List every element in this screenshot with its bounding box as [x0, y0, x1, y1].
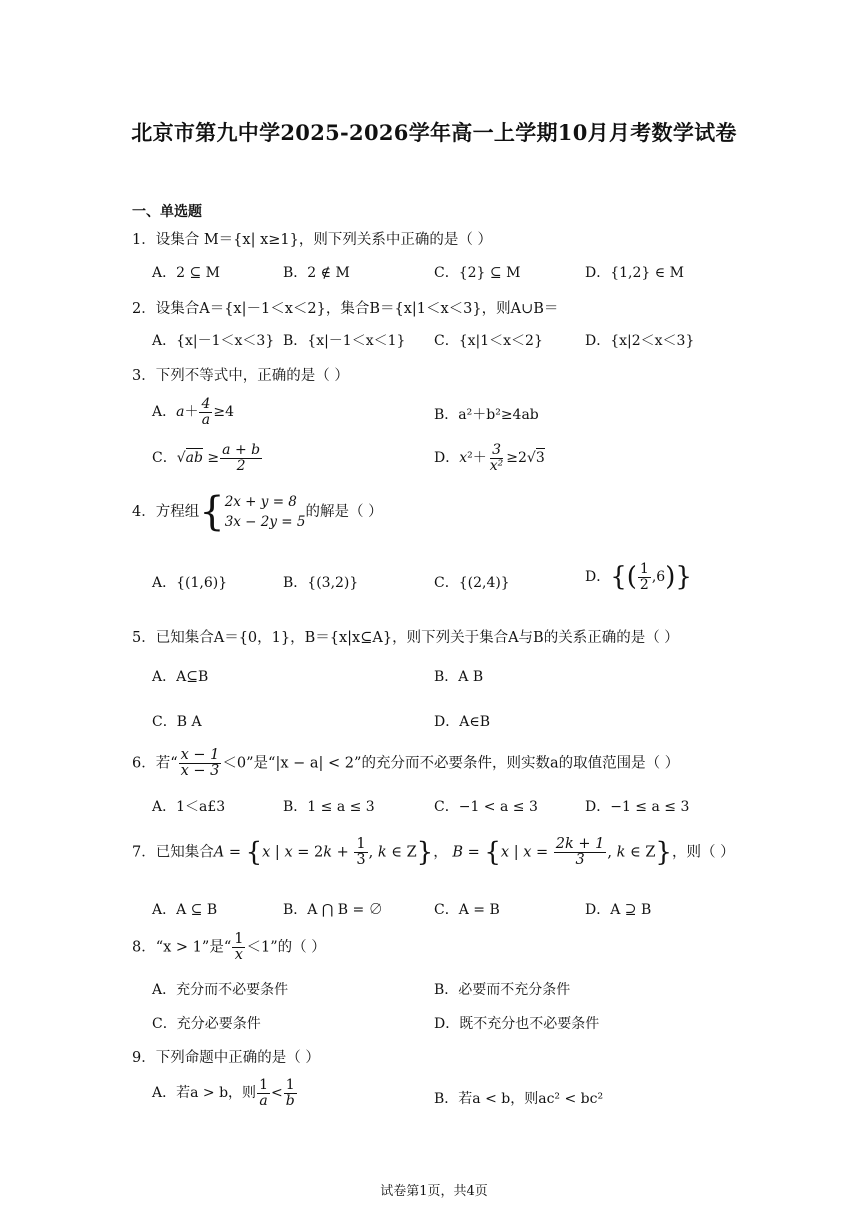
question-1-option-d: D．{1,2} ∈ M — [585, 265, 684, 281]
question-6-option-c: C．−1 < a ≤ 3 — [434, 799, 538, 815]
question-2-option-d: D．{x|2＜x＜3} — [585, 333, 695, 349]
question-8-option-a: A．充分而不必要条件 — [152, 982, 289, 998]
question-2-option-c: C．{x|1＜x＜2} — [434, 333, 543, 349]
question-5-option-d: D．A∈B — [434, 714, 490, 730]
question-8-option-d: D．既不充分也不必要条件 — [434, 1016, 600, 1032]
question-5-option-b: B．A B — [434, 669, 484, 685]
question-8-option-c: C．充分必要条件 — [152, 1016, 261, 1032]
question-5-stem: 5．已知集合A＝{0，1}，B＝{x|x⊆A}，则下列关于集合A与B的关系正确的是（ ） — [132, 630, 679, 646]
question-3-stem: 3．下列不等式中，正确的是（ ） — [132, 368, 349, 384]
question-9-option-b: B．若a < b，则ac² < bc² — [434, 1091, 604, 1107]
question-9-option-a: A．若a > b，则 $\frac{1}{a}$ < $\frac{1}{b}$ — [152, 1077, 295, 1109]
question-7-option-a: A．A ⊆ B — [152, 902, 218, 918]
question-3-option-b: B．a²＋b²≥4ab — [434, 407, 539, 423]
page-title: 北京市第九中学2025-2026学年高一上学期10月月考数学试卷 — [131, 120, 737, 145]
question-5-option-a: A．A⊆B — [152, 669, 209, 685]
question-2-option-b: B．{x|－1＜x＜1} — [283, 333, 406, 349]
question-4-option-a: A．{(1,6)} — [152, 575, 228, 591]
question-4-option-b: B．{(3,2)} — [283, 575, 359, 591]
question-6-option-b: B．1 ≤ a ≤ 3 — [283, 799, 375, 815]
question-7-option-b: B．A ⋂ B = ∅ — [283, 902, 383, 918]
question-7-stem: 7．已知集合A = {x | x = 2k + $\frac{1}{3}$ , k ∈ Z}， B = {x | x = $\frac{2k + 1}{3}$ , k ∈ Z}，则（ ） — [132, 836, 735, 869]
question-1-option-a: A．2 ⊆ M — [152, 265, 220, 281]
question-2-stem: 2．设集合A＝{x|－1＜x＜2}，集合B＝{x|1＜x＜3}，则A∪B＝ — [132, 301, 559, 317]
question-4-option-c: C．{(2,4)} — [434, 575, 510, 591]
question-6-option-a: A．1＜a£3 — [152, 799, 226, 815]
question-4-option-d: D．{( $\frac{1}{2}$ ,6)} — [585, 561, 692, 593]
section-heading: 一、单选题 — [132, 204, 202, 220]
question-9-stem: 9．下列命题中正确的是（ ） — [132, 1050, 320, 1066]
question-1-option-b: B．2 ∉ M — [283, 265, 350, 281]
question-1-option-c: C．{2} ⊆ M — [434, 265, 521, 281]
question-6-stem: 6．若“ $\frac{x - 1}{x - 3}$ ＜0”是“|x − a| < 2”的充分而不必要条件，则实数a的取值范围是（ ） — [132, 747, 680, 780]
question-7-option-d: D．A ⊇ B — [585, 902, 652, 918]
question-6-option-d: D．−1 ≤ a ≤ 3 — [585, 799, 690, 815]
question-7-option-c: C．A = B — [434, 902, 500, 918]
question-3-option-d: D．x²＋ $\frac{3}{\text{x²}}$ ≥2√3 — [434, 442, 545, 474]
question-4-stem: 4．方程组{ 2x + y = 8 3x − 2y = 5 的解是（ ） — [132, 489, 383, 535]
question-3-option-a: A．a＋ $\frac{4}{a}$ ≥4 — [152, 396, 235, 428]
question-5-option-c: C．B A — [152, 714, 202, 730]
question-8-option-b: B．必要而不充分条件 — [434, 982, 571, 998]
question-1-stem: 1．设集合 M＝{x| x≥1}，则下列关系中正确的是（ ） — [132, 232, 492, 248]
question-2-option-a: A．{x|－1＜x＜3} — [152, 333, 275, 349]
question-8-stem: 8．“x > 1”是“ $\frac{1}{x}$ ＜1”的（ ） — [132, 931, 326, 964]
question-3-option-c: C．√ab ≥ $\frac{a + b}{2}$ — [152, 442, 261, 474]
page-footer: 试卷第1页，共4页 — [380, 1184, 488, 1199]
